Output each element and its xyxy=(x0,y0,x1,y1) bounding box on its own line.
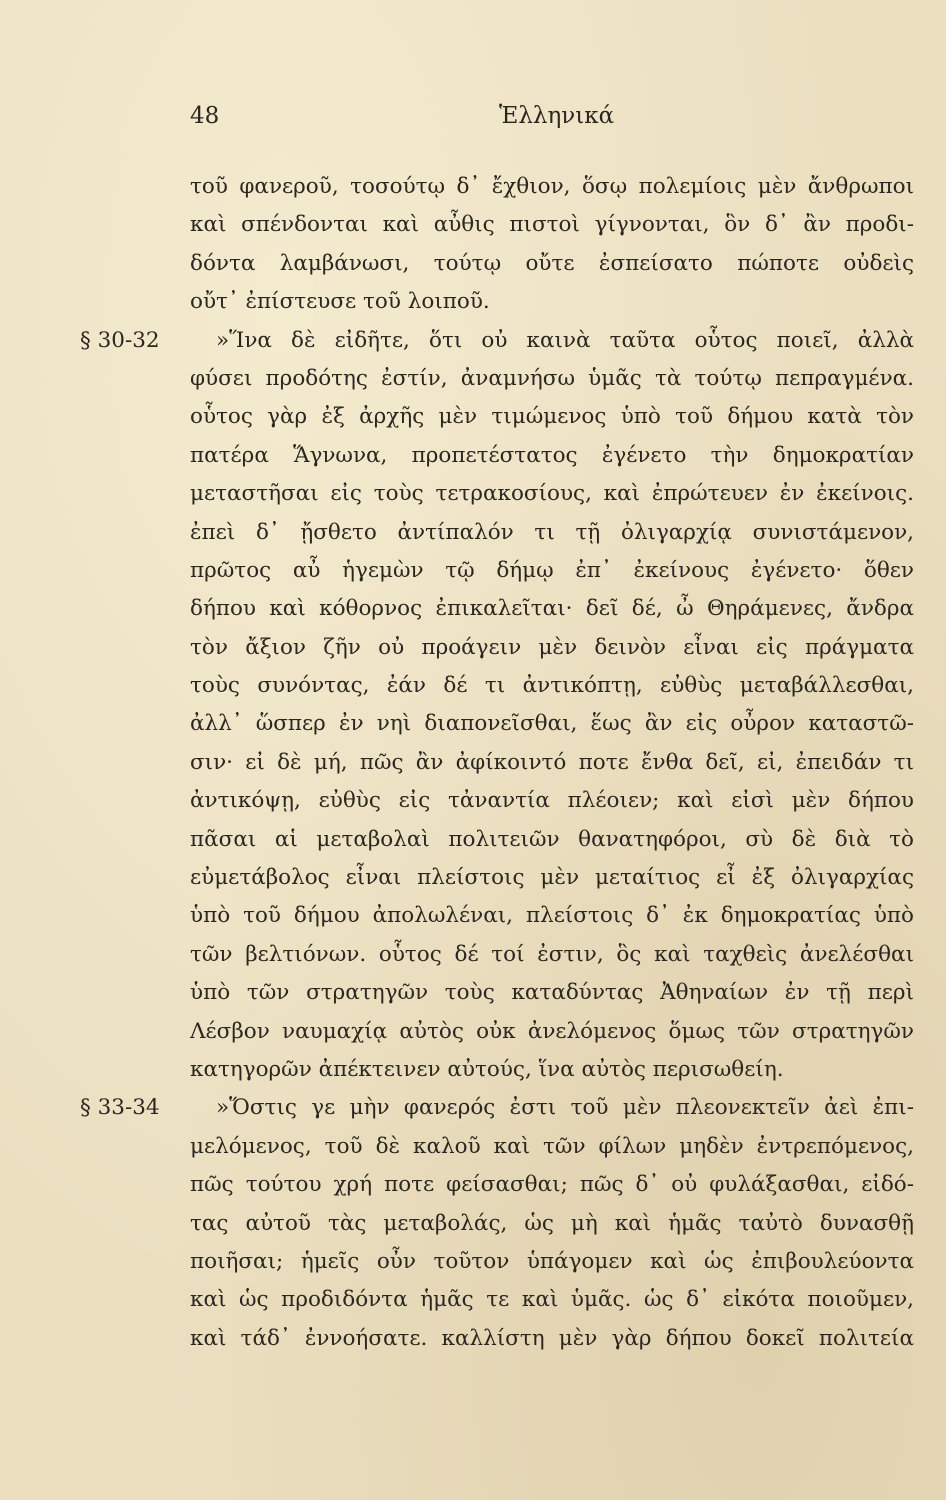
text-line xyxy=(0,821,946,859)
line-text: μεταστῆσαι εἰς τοὺς τετρακοσίους, καὶ ἐπρώτευεν ἐν ἐκείνοις. xyxy=(190,481,914,507)
text-line xyxy=(0,398,946,436)
line-text: φύσει προδότης ἐστίν, ἀναμνήσω ὑμᾶς τὰ τούτῳ πεπραγμένα. xyxy=(190,365,914,391)
text-line xyxy=(0,168,946,206)
text-line xyxy=(0,744,946,782)
line-text: δόντα λαμβάνωσι, τούτῳ οὔτε ἐσπείσατο πώποτε οὐδεὶς xyxy=(190,250,914,276)
line-text: τῶν βελτιόνων. οὗτος δέ τοί ἐστιν, ὃς καὶ ταχθεὶς ἀνελέσθαι xyxy=(190,941,914,967)
text-line xyxy=(0,1243,946,1281)
page-header xyxy=(0,103,946,133)
line-text: τὸν ἄξιον ζῆν οὐ προάγειν μὲν δεινὸν εἶναι εἰς πράγματα xyxy=(190,634,914,660)
text-line xyxy=(0,897,946,935)
line-text: πατέρα Ἅγνωνα, προπετέστατος ἐγένετο τὴν δημοκρατίαν xyxy=(190,442,914,468)
section-reference: § 30-32 xyxy=(80,327,160,353)
line-text: Λέσβον ναυμαχίᾳ αὐτὸς οὐκ ἀνελόμενος ὅμως τῶν στρατηγῶν xyxy=(190,1018,914,1044)
line-text: κατηγορῶν ἀπέκτεινεν αὐτούς, ἵνα αὐτὸς περισωθείη. xyxy=(190,1056,784,1082)
line-text: τοὺς συνόντας, ἐάν δέ τι ἀντικόπτῃ, εὐθὺς μεταβάλλεσθαι, xyxy=(190,673,914,699)
text-line xyxy=(0,245,946,283)
text-line xyxy=(0,437,946,475)
text-line xyxy=(0,1166,946,1204)
line-text: οὔτ᾽ ἐπίστευσε τοῦ λοιποῦ. xyxy=(190,289,490,315)
text-line xyxy=(0,667,946,705)
text-line xyxy=(0,1089,946,1127)
line-text: ὑπὸ τῶν στρατηγῶν τοὺς καταδύντας Ἀθηναίων ἐν τῇ περὶ xyxy=(190,980,914,1006)
text-line xyxy=(0,283,946,321)
line-text: »Ἵνα δὲ εἰδῆτε, ὅτι οὐ καινὰ ταῦτα οὗτος ποιεῖ, ἀλλὰ xyxy=(216,327,914,353)
line-text: δήπου καὶ κόθορνος ἐπικαλεῖται· δεῖ δέ, ὦ Θηράμενες, ἄνδρα xyxy=(190,596,914,622)
section-reference: § 33-34 xyxy=(80,1095,160,1121)
line-text: εὐμετάβολος εἶναι πλείστοις μὲν μεταίτιος εἶ ἐξ ὀλιγαρχίας xyxy=(190,865,914,891)
text-line xyxy=(0,1205,946,1243)
line-text: σιν· εἰ δὲ μή, πῶς ἂν ἀφίκοιντό ποτε ἔνθα δεῖ, εἰ, ἐπειδάν τι xyxy=(190,749,914,775)
line-text: τοῦ φανεροῦ, τοσούτῳ δ᾽ ἔχθιον, ὅσῳ πολεμίοις μὲν ἄνθρωποι xyxy=(190,174,914,199)
text-line xyxy=(0,1051,946,1089)
text-line xyxy=(0,475,946,513)
text-line xyxy=(0,322,946,360)
text-line xyxy=(0,514,946,552)
line-text: ἀντικόψῃ, εὐθὺς εἰς τἀναντία πλέοιεν; καὶ εἰσὶ μὲν δήπου xyxy=(190,788,914,814)
text-line xyxy=(0,1013,946,1051)
text-line xyxy=(0,629,946,667)
line-text: πᾶσαι αἱ μεταβολαὶ πολιτειῶν θανατηφόροι, σὺ δὲ διὰ τὸ xyxy=(190,826,914,852)
text-line xyxy=(0,782,946,820)
text-line xyxy=(0,1320,946,1358)
line-text: οὗτος γὰρ ἐξ ἀρχῆς μὲν τιμώμενος ὑπὸ τοῦ δήμου κατὰ τὸν xyxy=(190,404,914,430)
line-text: καὶ ὡς προδιδόντα ἡμᾶς τε καὶ ὑμᾶς. ὡς δ᾽ εἰκότα ποιοῦμεν, xyxy=(190,1287,914,1313)
running-head: Ἑλληνικά xyxy=(499,103,615,129)
line-text: ποιῆσαι; ἡμεῖς οὖν τοῦτον ὑπάγομεν καὶ ὡς ἐπιβουλεύοντα xyxy=(190,1248,914,1274)
page-number: 48 xyxy=(190,103,220,129)
text-line xyxy=(0,360,946,398)
line-text: πῶς τούτου χρή ποτε φείσασθαι; πῶς δ᾽ οὐ φυλάξασθαι, εἰδό- xyxy=(190,1172,914,1198)
line-text: ἀλλ᾽ ὥσπερ ἐν νηὶ διαπονεῖσθαι, ἕως ἂν εἰς οὖρον καταστῶ- xyxy=(190,711,914,737)
text-line xyxy=(0,552,946,590)
text-line xyxy=(0,705,946,743)
text-line xyxy=(0,859,946,897)
text-line xyxy=(0,206,946,244)
line-text: μελόμενος, τοῦ δὲ καλοῦ καὶ τῶν φίλων μηδὲν ἐντρεπόμενος, xyxy=(190,1133,914,1159)
line-text: ἐπεὶ δ᾽ ᾔσθετο ἀντίπαλόν τι τῇ ὀλιγαρχίᾳ συνιστάμενον, xyxy=(190,519,914,545)
line-text: ὑπὸ τοῦ δήμου ἀπολωλέναι, πλείστοις δ᾽ ἐκ δημοκρατίας ὑπὸ xyxy=(190,903,914,929)
line-text: »Ὅστις γε μὴν φανερός ἐστι τοῦ μὲν πλεονεκτεῖν ἀεὶ ἐπι- xyxy=(216,1095,914,1121)
text-line xyxy=(0,974,946,1012)
line-text: πρῶτος αὖ ἡγεμὼν τῷ δήμῳ ἐπ᾽ ἐκείνους ἐγένετο· ὅθεν xyxy=(190,557,914,583)
body-text xyxy=(0,168,946,1358)
text-line xyxy=(0,936,946,974)
text-line xyxy=(0,1128,946,1166)
line-text: τας αὐτοῦ τὰς μεταβολάς, ὡς μὴ καὶ ἡμᾶς ταὐτὸ δυνασθῇ xyxy=(190,1210,914,1236)
text-line xyxy=(0,1281,946,1319)
line-text: καὶ σπένδονται καὶ αὖθις πιστοὶ γίγνονται, ὃν δ᾽ ἂν προδι- xyxy=(190,212,914,238)
line-text: καὶ τάδ᾽ ἐννοήσατε. καλλίστη μὲν γὰρ δήπου δοκεῖ πολιτεία xyxy=(190,1325,914,1351)
text-line xyxy=(0,590,946,628)
